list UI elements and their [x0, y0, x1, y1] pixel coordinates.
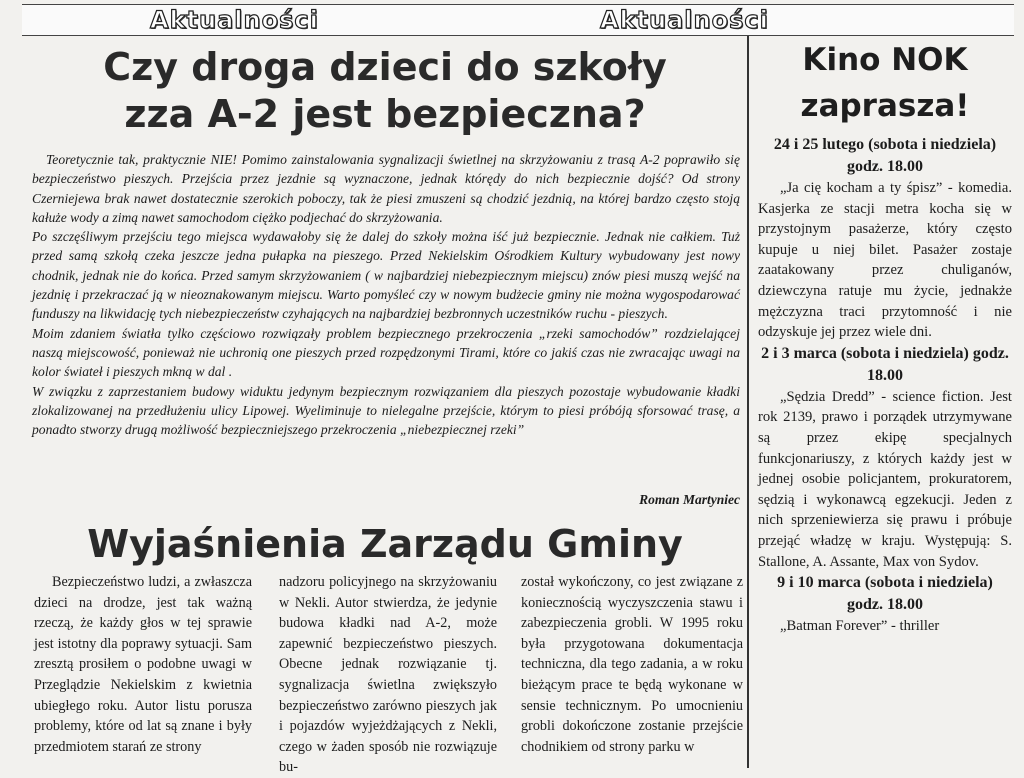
article2-column-3	[521, 572, 743, 757]
article1-paragraph: Teoretycznie tak, praktycznie NIE! Pomimo zainstalowania sygnalizacji świetlnej na skrzyżowaniu z trasą A-2 poprawiło się bezpieczeństwo pieszych. Przejścia przez jezdnie są wyznaczone, jednak którędy do nich bezpiecznie dojść? Od strony Czerniejewa brak nawet dostatecznie szerokich poboczy, tak że piesi zmuszeni są chodzić jezdnią, na której bardzo często stoją kałuże wody a zimą nawet samochodom ciężko podjechać do skrzyżowania.	[32, 152, 740, 225]
article2-column-text: nadzoru policyjnego na skrzyżowaniu w Nekli. Autor stwierdza, że jedynie budowa kładki nad A-2, może zapewnić bezpieczeństwo pieszych. Obecne jednak rozwiązanie tj. sygnalizacja świetlna zwiększyło bezpieczeństwo zarówno pieszych jak i pojazdów wyjeżdżających z Nekli, czego w żaden sposób nie rozwiązuje bu-	[279, 574, 497, 776]
sidebar-title-line2: zaprasza!	[800, 88, 970, 124]
article2-column-text: Bezpieczeństwo ludzi, a zwłaszcza dzieci na drodze, jest tak ważną rzeczą, że każdy głos w tej sprawie jest istotny dla poprawy sytuacji. Sam zresztą prosiłem o podobne uwagi w Przeglądzie Nekielskim z kwietnia ubiegłego roku. Autor listu porusza problemy, które od lat są znane i były przedmiotem starań ze strony	[34, 574, 252, 755]
article1-title-line1: Czy droga dzieci do szkoły	[103, 45, 667, 89]
article1-paragraph: Moim zdaniem światła tylko częściowo rozwiązały problem bezpiecznego przekroczenia „rzeki samochodów” rozdzielającej naszą miejscowość, ponieważ nie uchronią one pieszych przed rozpędzonymi Tirami, które co jakiś czas nie zwracając uwagi na kolor świateł i pieszych mkną w dal .	[32, 325, 740, 380]
sidebar-title-line1: Kino NOK	[802, 42, 968, 78]
film-description: „Ja cię kocham a ty śpisz” - komedia. Kasjerka ze stacji metra kocha się w przystojnym pasażerze, który często kupuje u niej bilet. Pasażer zostaje zaatakowany przez chuliganów, dziewczyna ratuje mu życie, jednakże mężczyzna traci przytomność i nie odzyskuje jej przez wiele dni.	[758, 180, 1012, 341]
article1-paragraph: W związku z zaprzestaniem budowy widuktu jedynym bezpiecznym rozwiązaniem dla pieszych pozostaje wybudowanie kładki zlokalizowanej na przedłużeniu ulicy Lipowej. Wyeliminuje to nielegalne przejście, którym to piesi próbóją sforsować trasę, a ponadto stworzy drugą możliwość bezpieczniejszego przekroczenia „niebezpiecznej rzeki”	[32, 383, 740, 438]
cinema-schedule	[758, 134, 1012, 637]
article2-column-1	[34, 572, 252, 757]
article1-author: Roman Martyniec	[639, 492, 740, 507]
article1-title	[40, 44, 730, 138]
film-description: „Batman Forever” - thriller	[780, 618, 940, 635]
section-label-right: Aktualności	[600, 6, 769, 34]
screening-date: 2 i 3 marca (sobota i niedziela) godz. 18.00	[761, 344, 1009, 384]
section-header-bar	[22, 4, 1014, 36]
film-description: „Sędzia Dredd” - science fiction. Jest rok 2139, prawo i porządek utrzymywane są przez ekipę specjalnych funkcjonariuszy, z których każdy jest w jednej osobie policjantem, prokuratorem, sędzią i wykonawcą egzekucji. Jeden z nich sprzeniewierza się prawu i próbuje przejąć władzę w kraju. Występują: S. Stallone, A. Assante, Max von Sydov.	[758, 388, 1012, 570]
article1-paragraph: Po szczęśliwym przejściu tego miejsca wydawałoby się że dalej do szkoły można iść już bezpiecznie. Jednak nie całkiem. Tuż przed samą szkołą czeka jeszcze jedna pułapka na pieszego. Przed Nekielskim Ośrodkiem Kultury wybudowany jest nowy chodnik, jednak nie do końca. Przed samym skrzyżowaniem ( w najbardziej niebezpiecznym miejscu) znów piesi muszą wejść na jezdnię i przekraczać ją w nieoznakowanym miejscu. Warto pomyśleć czy w nowym budżecie gminy nie można wygospodarować funduszy na likwidację tych niebezpieczeństw czyhających na najbardziej bezbronnych uczestników ruchu - pieszych.	[32, 229, 740, 322]
article1-title-line2: zza A-2 jest bezpieczna?	[124, 92, 646, 136]
article2-title: Wyjaśnienia Zarządu Gminy	[87, 522, 683, 566]
section-label-left: Aktualności	[150, 6, 319, 34]
article1-body	[32, 150, 740, 439]
screening-date: 24 i 25 lutego (sobota i niedziela) godz. 18.00	[773, 136, 997, 175]
column-divider	[747, 36, 749, 768]
screening-date: 9 i 10 marca (sobota i niedziela) godz. 18.00	[777, 574, 993, 614]
article2-column-text: został wykończony, co jest związane z koniecznością wyczyszczenia stawu i zabezpieczenia grobli. W 1995 roku była przygotowana dokumentacja techniczna, dla tego zadania, a w roku bieżącym prace te będą wykonane w sensie technicznym. Po umocnieniu grobli dokończone zostanie przejście chodnikiem od strony parku w	[521, 574, 743, 755]
article2-column-2	[279, 572, 497, 778]
